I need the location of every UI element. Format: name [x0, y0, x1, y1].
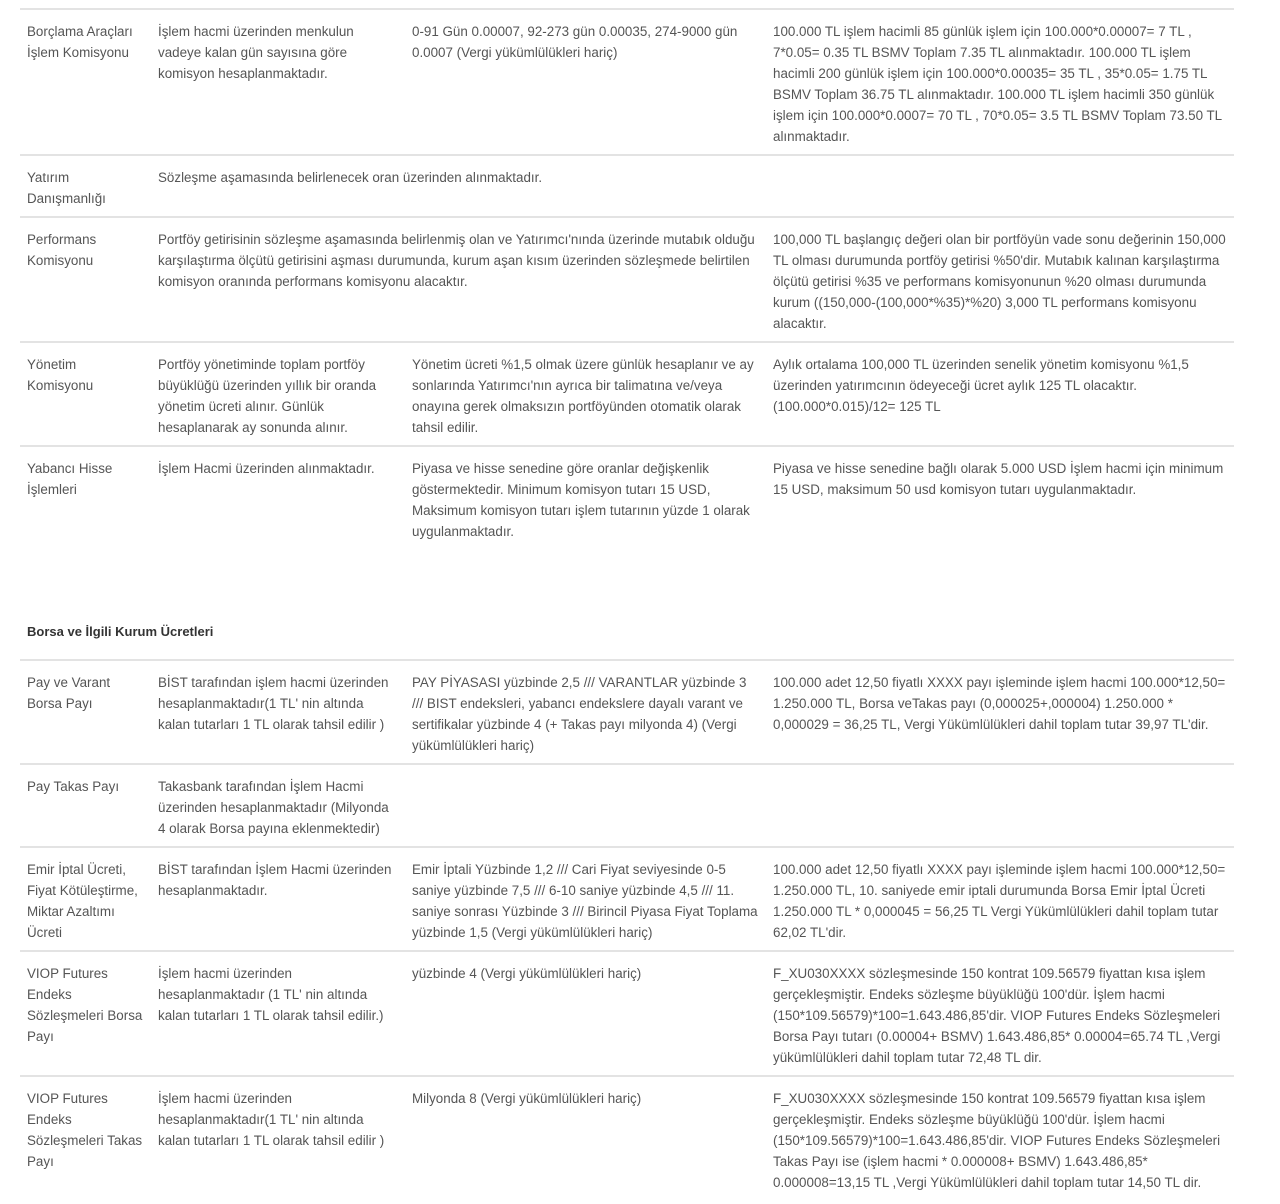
exchange-fees-table [20, 659, 1234, 1200]
cell-name: Yabancı Hisse İşlemleri [20, 446, 151, 549]
cell-name: Yönetim Komisyonu [20, 342, 151, 446]
cell-example [766, 155, 1234, 217]
table-row [20, 342, 1234, 446]
table-row [20, 9, 1234, 155]
cell-rate: PAY PİYASASI yüzbinde 2,5 /// VARANTLAR yüzbinde 3 /// BIST endeksleri, yabancı endekslere dayalı varant ve sertifikalar yüzbinde 4 (+ Takas payı milyonda 4) (Vergi yükümlülükleri hariç) [405, 660, 766, 764]
cell-example: 100.000 adet 12,50 fiyatlı XXXX payı işleminde işlem hacmi 100.000*12,50= 1.250.000 TL, 10. saniyede emir iptali durumunda Borsa Emir İptal Ücreti 1.250.000 TL * 0,000045 = 56,25 TL Vergi Yükümlülükleri dahil toplam tutar 62,02 TL'dir. [766, 847, 1234, 951]
cell-name: Pay Takas Payı [20, 764, 151, 847]
cell-example [766, 764, 1234, 847]
table-row [20, 155, 1234, 217]
cell-basis: Portföy getirisinin sözleşme aşamasında belirlenmiş olan ve Yatırımcı'nında üzerinde mutabık olduğu karşılaştırma ölçütü getirisini aşması durumunda, kurum aşan kısım üzerinden sözleşmede belirtilen komisyon oranında performans komisyonu alacaktır. [151, 217, 766, 342]
cell-name: Pay ve Varant Borsa Payı [20, 660, 151, 764]
cell-example: 100.000 adet 12,50 fiyatlı XXXX payı işleminde işlem hacmi 100.000*12,50= 1.250.000 TL, Borsa veTakas payı (0,000025+,000004) 1.250.000 * 0,000029 = 36,25 TL, Vergi Yükümlülükleri dahil toplam tutar 39,97 TL'dir. [766, 660, 1234, 764]
cell-name: Performans Komisyonu [20, 217, 151, 342]
cell-name: Borçlama Araçları İşlem Komisyonu [20, 9, 151, 155]
cell-basis: İşlem hacmi üzerinden hesaplanmaktadır (1 TL' nin altında kalan tutarları 1 TL olarak tahsil edilir.) [151, 951, 405, 1076]
cell-rate [405, 155, 766, 217]
cell-name: VIOP Futures Endeks Sözleşmeleri Takas Payı [20, 1076, 151, 1200]
cell-rate [405, 764, 766, 847]
cell-basis: BİST tarafından İşlem Hacmi üzerinden hesaplanmaktadır. [151, 847, 405, 951]
table-row [20, 847, 1234, 951]
cell-example: Aylık ortalama 100,000 TL üzerinden senelik yönetim komisyonu %1,5 üzerinden yatırımcının ödeyeceği ücret aylık 125 TL olacaktır. (100.000*0.015)/12= 125 TL [766, 342, 1234, 446]
cell-basis: Takasbank tarafından İşlem Hacmi üzerinden hesaplanmaktadır (Milyonda 4 olarak Borsa payına eklenmektedir) [151, 764, 405, 847]
cell-basis: BİST tarafından işlem hacmi üzerinden hesaplanmaktadır(1 TL' nin altında kalan tutarları 1 TL olarak tahsil edilir ) [151, 660, 405, 764]
cell-name: VIOP Futures Endeks Sözleşmeleri Borsa Payı [20, 951, 151, 1076]
section-title: Borsa ve İlgili Kurum Ücretleri [27, 624, 214, 639]
cell-rate: 0-91 Gün 0.00007, 92-273 gün 0.00035, 274-9000 gün 0.0007 (Vergi yükümlülükleri hariç) [405, 9, 766, 155]
cell-example: Piyasa ve hisse senedine bağlı olarak 5.000 USD İşlem hacmi için minimum 15 USD, maksimum 50 usd komisyon tutarı uygulanmaktadır. [766, 446, 1234, 549]
table-row [20, 951, 1234, 1076]
cell-name: Emir İptal Ücreti, Fiyat Kötüleştirme, Miktar Azaltımı Ücreti [20, 847, 151, 951]
cell-rate: Milyonda 8 (Vergi yükümlülükleri hariç) [405, 1076, 766, 1200]
table-row [20, 764, 1234, 847]
cell-example: 100.000 TL işlem hacimli 85 günlük işlem için 100.000*0.00007= 7 TL , 7*0.05= 0.35 TL BSMV Toplam 7.35 TL alınmaktadır. 100.000 TL işlem hacimli 200 günlük işlem için 100.000*0.00035= 35 TL , 35*0.05= 1.75 TL BSMV Toplam 36.75 TL alınmaktadır. 100.000 TL işlem hacimli 350 günlük işlem için 100.000*0.0007= 70 TL , 70*0.05= 3.5 TL BSMV Toplam 73.50 TL alınmaktadır. [766, 9, 1234, 155]
cell-rate: Emir İptali Yüzbinde 1,2 /// Cari Fiyat seviyesinde 0-5 saniye yüzbinde 7,5 /// 6-10 saniye yüzbinde 4,5 /// 11. saniye sonrası Yüzbinde 3 /// Birincil Piyasa Fiyat Toplama yüzbinde 1,5 (Vergi yükümlülükleri hariç) [405, 847, 766, 951]
table-row [20, 217, 1234, 342]
cell-basis: İşlem hacmi üzerinden menkulun vadeye kalan gün sayısına göre komisyon hesaplanmaktadır. [151, 9, 405, 155]
fee-document [20, 8, 1234, 1200]
cell-example: F_XU030XXXX sözleşmesinde 150 kontrat 109.56579 fiyattan kısa işlem gerçekleşmiştir. Endeks sözleşme büyüklüğü 100'dür. İşlem hacmi (150*109.56579)*100=1.643.486,85'dir. VIOP Futures Endeks Sözleşmeleri Takas Payı ise (işlem hacmi * 0.000008+ BSMV) 1.643.486,85* 0.000008=13,15 TL ,Vergi Yükümlülükleri dahil toplam tutar 14,50 TL dir. [766, 1076, 1234, 1200]
table-row [20, 660, 1234, 764]
cell-rate: yüzbinde 4 (Vergi yükümlülükleri hariç) [405, 951, 766, 1076]
cell-example: F_XU030XXXX sözleşmesinde 150 kontrat 109.56579 fiyattan kısa işlem gerçekleşmiştir. Endeks sözleşme büyüklüğü 100'dür. İşlem hacmi (150*109.56579)*100=1.643.486,85'dir. VIOP Futures Endeks Sözleşmeleri Borsa Payı tutarı (0.00004+ BSMV) 1.643.486,85* 0.00004=65.74 TL ,Vergi yükümlülükleri dahil toplam tutar 72,48 TL dir. [766, 951, 1234, 1076]
cell-basis: Portföy yönetiminde toplam portföy büyüklüğü üzerinden yıllık bir oranda yönetim ücreti alınır. Günlük hesaplanarak ay sonunda alınır. [151, 342, 405, 446]
cell-basis: Sözleşme aşamasında belirlenecek oran üzerinden alınmaktadır. [151, 155, 405, 217]
commission-table [20, 8, 1234, 549]
cell-example: 100,000 TL başlangıç değeri olan bir portföyün vade sonu değerinin 150,000 TL olması durumunda portföy getirisi %50'dir. Mutabık kalınan karşılaştırma ölçütü getirisi %35 ve performans komisyonunun %20 olması durumunda kurum ((150,000-(100,000*%35)*%20) 3,000 TL performans komisyonu alacaktır. [766, 217, 1234, 342]
cell-name: Yatırım Danışmanlığı [20, 155, 151, 217]
cell-basis: İşlem hacmi üzerinden hesaplanmaktadır(1 TL' nin altında kalan tutarları 1 TL olarak tahsil edilir ) [151, 1076, 405, 1200]
table-row [20, 446, 1234, 549]
table-row [20, 1076, 1234, 1200]
cell-basis: İşlem Hacmi üzerinden alınmaktadır. [151, 446, 405, 549]
cell-rate: Piyasa ve hisse senedine göre oranlar değişkenlik göstermektedir. Minimum komisyon tutarı 15 USD, Maksimum komisyon tutarı işlem tutarının yüzde 1 olarak uygulanmaktadır. [405, 446, 766, 549]
cell-rate: Yönetim ücreti %1,5 olmak üzere günlük hesaplanır ve ay sonlarında Yatırımcı'nın ayrıca bir talimatına ve/veya onayına gerek olmaksızın portföyünden otomatik olarak tahsil edilir. [405, 342, 766, 446]
